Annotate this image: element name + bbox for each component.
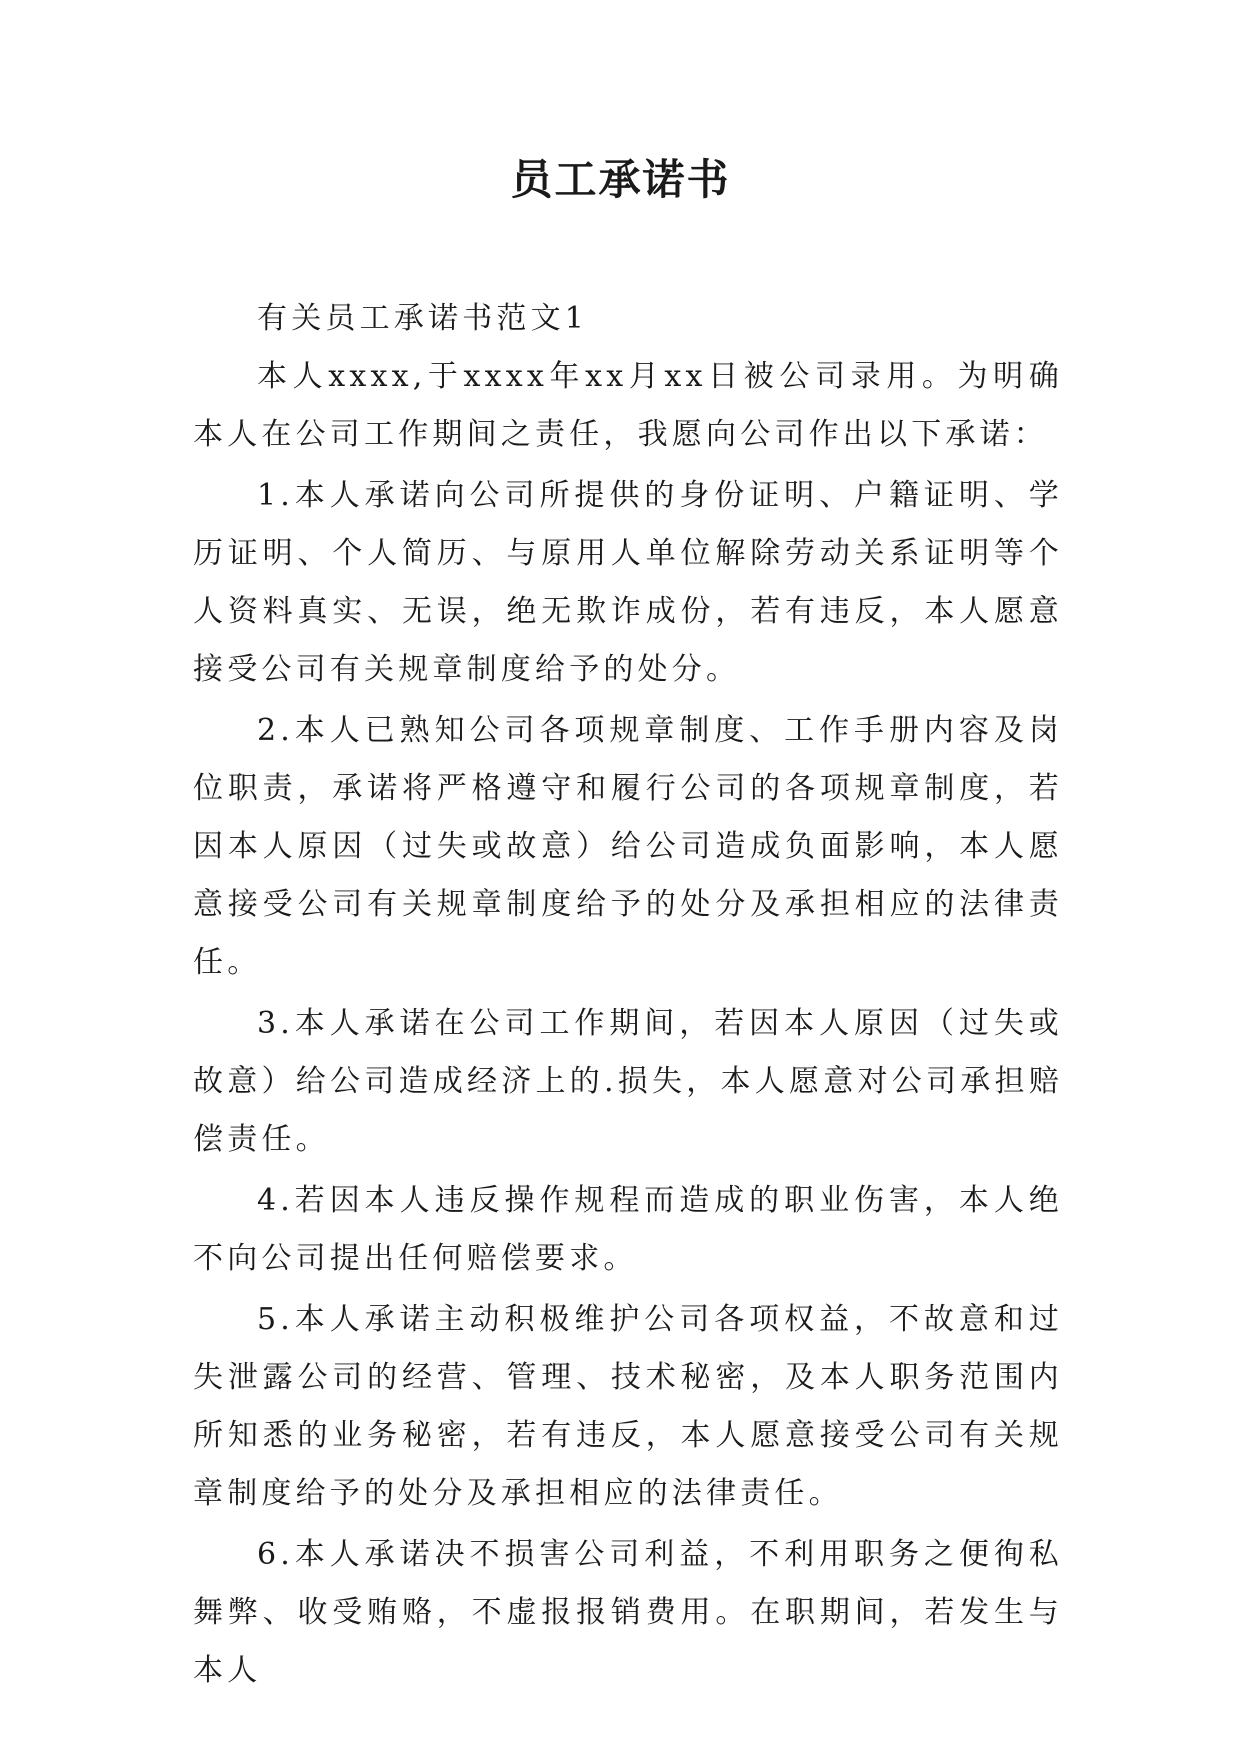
clause-1-paragraph: 1.本人承诺向公司所提供的身份证明、户籍证明、学历证明、个人简历、与原用人单位解除劳动关系证明等个人资料真实、无误，绝无欺诈成份，若有违反，本人愿意接受公司有关规章制度给予的处分。 bbox=[193, 478, 1063, 687]
intro-paragraph: 本人xxxx,于xxxx年xx月xx日被公司录用。为明确本人在公司工作期间之责任，我愿向公司作出以下承诺： bbox=[193, 359, 1063, 452]
document-title: 员工承诺书 bbox=[510, 155, 731, 204]
clause-4-paragraph: 4.若因本人违反操作规程而造成的职业伤害，本人绝不向公司提出任何赔偿要求。 bbox=[193, 1183, 1063, 1276]
clause-6-paragraph: 6.本人承诺决不损害公司利益，不利用职务之便徇私舞弊、收受贿赂，不虚报报销费用。在职期间，若发生与本人 bbox=[193, 1537, 1063, 1688]
document-body bbox=[193, 290, 1063, 1703]
section-heading: 有关员工承诺书范文1 bbox=[257, 301, 589, 336]
clause-5-paragraph: 5.本人承诺主动积极维护公司各项权益，不故意和过失泄露公司的经营、管理、技术秘密，及本人职务范围内所知悉的业务秘密，若有违反，本人愿意接受公司有关规章制度给予的处分及承担相应的法律责任。 bbox=[193, 1302, 1063, 1511]
clause-3-paragraph: 3.本人承诺在公司工作期间，若因本人原因（过失或故意）给公司造成经济上的.损失，本人愿意对公司承担赔偿责任。 bbox=[193, 1006, 1063, 1157]
clause-2-paragraph: 2.本人已熟知公司各项规章制度、工作手册内容及岗位职责，承诺将严格遵守和履行公司的各项规章制度，若因本人原因（过失或故意）给公司造成负面影响，本人愿意接受公司有关规章制度给予的处分及承担相应的法律责任。 bbox=[193, 713, 1063, 980]
